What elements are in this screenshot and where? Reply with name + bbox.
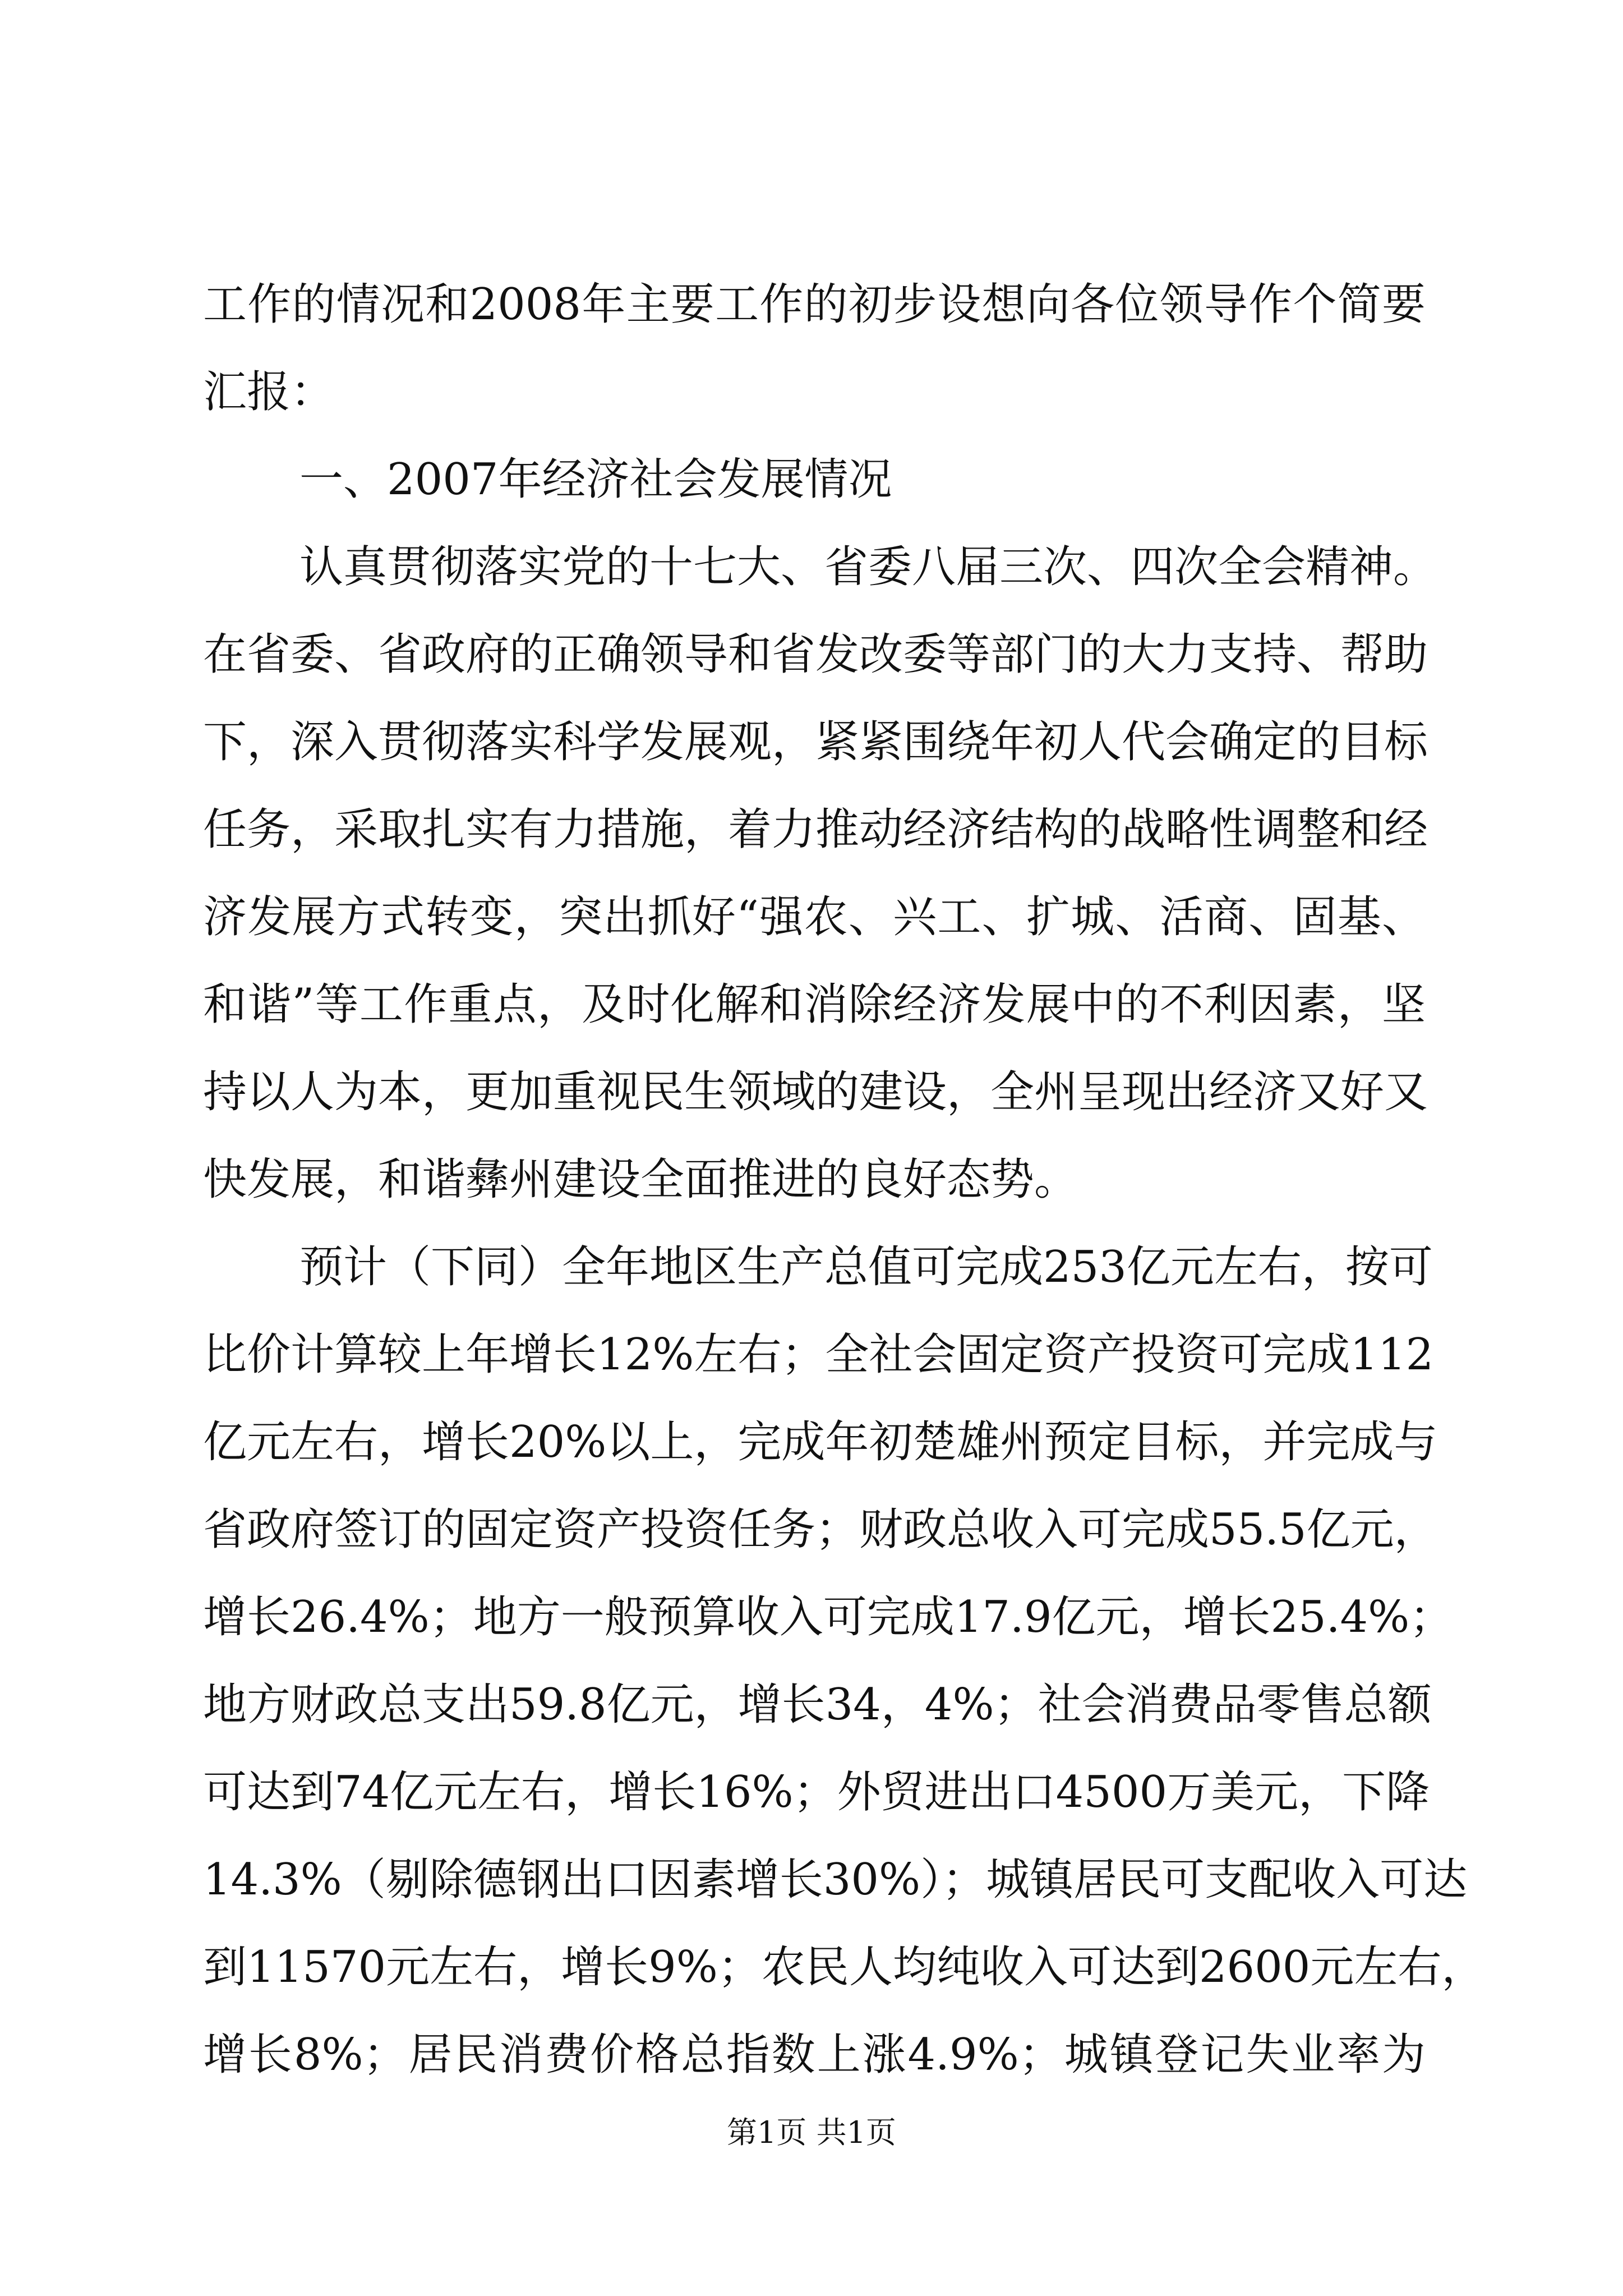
text-line: 任务，采取扎实有力措施，着力推动经济结构的战略性调整和经 — [203, 804, 1428, 855]
text-line: 14.3%（剔除德钢出口因素增长30%）；城镇居民可支配收入可达 — [203, 1855, 1468, 1905]
heading-line: 一、2007年经济社会发展情况 — [299, 454, 892, 505]
text-line: 增长26.4%；地方一般预算收入可完成17.9亿元，增长25.4%； — [203, 1592, 1454, 1642]
text-line: 汇报： — [203, 367, 335, 417]
text-line: 认真贯彻落实党的十七大、省委八届三次、四次全会精神。 — [299, 542, 1437, 592]
section-heading — [203, 436, 1426, 523]
text-line: 到11570元左右，增长9%；农民人均纯收入可达到2600元左右， — [203, 1942, 1486, 1993]
text-line: 比价计算较上年增长12%左右；全社会固定资产投资可完成112 — [203, 1329, 1434, 1380]
page-number-label: 第1页 共1页 — [727, 2115, 896, 2150]
text-line: 增长8%；居民消费价格总指数上涨4.9%；城镇登记失业率为 — [203, 2030, 1426, 2080]
page-footer — [0, 2110, 1623, 2155]
paragraph-statistics — [203, 1223, 1486, 2099]
text-line: 地方财政总支出59.8亿元，增长34，4%；社会消费品零售总额 — [203, 1680, 1432, 1730]
paragraph-overview — [203, 523, 1437, 1223]
text-line: 在省委、省政府的正确领导和省发改委等部门的大力支持、帮助 — [203, 629, 1428, 680]
text-line: 持以人为本，更加重视民生领域的建设，全州呈现出经济又好又 — [203, 1067, 1428, 1117]
document-body — [203, 261, 1486, 2099]
text-line: 和谐”等工作重点，及时化解和消除经济发展中的不利因素，坚 — [203, 979, 1426, 1030]
text-line: 工作的情况和2008年主要工作的初步设想向各位领导作个简要 — [203, 279, 1426, 330]
text-line: 可达到74亿元左右，增长16%；外贸进出口4500万美元，下降 — [203, 1767, 1430, 1818]
text-line: 预计（下同）全年地区生产总值可完成253亿元左右，按可 — [299, 1242, 1433, 1292]
paragraph-intro — [203, 261, 1426, 436]
text-line: 下，深入贯彻落实科学发展观，紧紧围绕年初人代会确定的目标 — [203, 717, 1428, 767]
text-line: 济发展方式转变，突出抓好“强农、兴工、扩城、活商、固基、 — [203, 892, 1426, 942]
text-line: 快发展，和谐彝州建设全面推进的良好态势。 — [203, 1154, 1078, 1205]
text-line: 省政府签订的固定资产投资任务；财政总收入可完成55.5亿元， — [203, 1504, 1438, 1555]
text-line: 亿元左右，增长20%以上，完成年初楚雄州预定目标，并完成与 — [203, 1417, 1438, 1467]
